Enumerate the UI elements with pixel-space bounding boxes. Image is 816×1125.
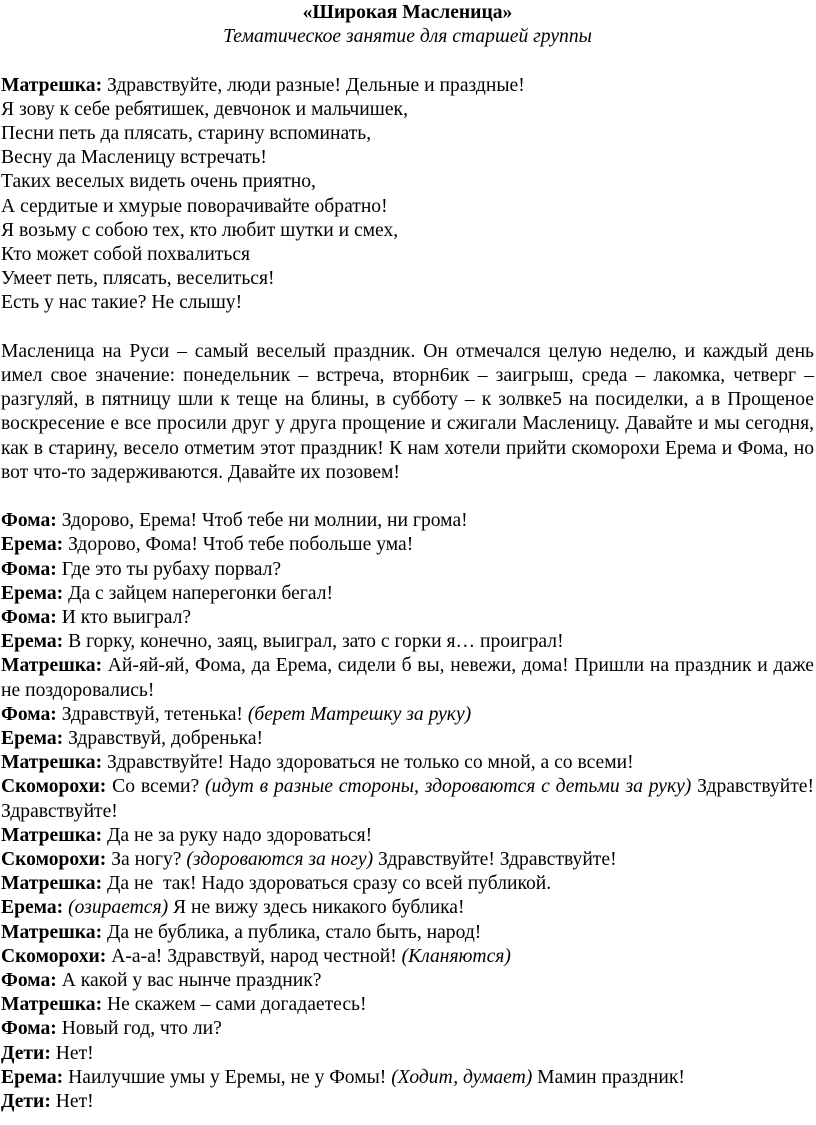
dialogue-text: Ай-яй-яй, Фома, да Ерема, сидели б вы, невежи, дома! Пришли на праздник и даже не поздоровались!: [1, 655, 814, 701]
dialogue-text: И кто выиграл?: [56, 607, 192, 629]
stage-direction: (здороваются за ногу): [186, 849, 374, 871]
dialogue-text: Да не за руку надо здороваться!: [102, 824, 373, 846]
dialogue-text: Новый год, что ли?: [56, 1018, 222, 1040]
dialogue-line: [1, 945, 814, 969]
speaker-label: Фома:: [1, 558, 57, 580]
poem-line: Весну да Масленицу встречать!: [1, 147, 267, 169]
stage-direction: (озирается): [68, 897, 169, 919]
speaker-label: Матрешка:: [1, 74, 103, 96]
dialogue-line: [1, 533, 814, 557]
poem-line: А сердитые и хмурые поворачивайте обратно!: [1, 195, 388, 217]
speaker-label: Матрешка:: [1, 752, 103, 774]
dialogue-line: [1, 848, 814, 872]
poem-line: Песни петь да плясать, старину вспоминать,: [1, 123, 372, 144]
dialogue-text: Мамин праздник!: [532, 1066, 685, 1088]
speaker-label: Матрешка:: [1, 921, 103, 943]
dialogue-text: Здравствуйте! Здравствуйте!: [1, 776, 815, 822]
poem-line: Я возьму с собою тех, кто любит шутки и смех,: [1, 219, 399, 241]
poem-line: [1, 74, 814, 98]
speaker-label: Дети:: [1, 1091, 51, 1113]
dialogue-line: [1, 921, 814, 945]
dialogue-line: [1, 872, 814, 896]
dialogue-text: Здорово, Ерема! Чтоб тебе ни молнии, ни грома!: [56, 510, 468, 532]
dialogue-line: [1, 1090, 814, 1114]
speaker-label: Ерема:: [1, 728, 64, 750]
dialogue-line: [1, 775, 814, 823]
dialogue-text: Здравствуйте! Надо здороваться не только со мной, а со всеми!: [102, 752, 634, 774]
speaker-label: Ерема:: [1, 534, 64, 556]
dialogue-text: Нет!: [50, 1042, 94, 1064]
poem-text: Здравствуйте, люди разные! Дельные и праздные!: [102, 74, 525, 96]
speaker-label: Фома:: [1, 970, 57, 992]
speaker-label: Матрешка:: [1, 994, 103, 1016]
dialogue-line: [1, 606, 814, 630]
dialogue-line: [1, 558, 814, 582]
document-subtitle: Тематическое занятие для старшей группы: [223, 26, 592, 48]
dialogue-text: Не скажем – сами догадаетесь!: [102, 994, 367, 1016]
speaker-label: Ерема:: [1, 582, 64, 604]
dialogue-line: [1, 1017, 814, 1041]
dialogue-text: Здорово, Фома! Чтоб тебе побольше ума!: [63, 534, 414, 556]
poem-line: Есть у нас такие? Не слышу!: [1, 292, 243, 314]
dialogue-line: [1, 751, 814, 775]
poem-line: Умеет петь, плясать, веселиться!: [1, 268, 275, 290]
dialogue-line: [1, 509, 814, 533]
dialogue-text: Да не бублика, а публика, стало быть, народ!: [102, 921, 482, 943]
speaker-label: Скоморохи:: [1, 945, 107, 967]
dialogue-line: [1, 582, 814, 606]
dialogue-line: [1, 993, 814, 1017]
document-title: «Широкая Масленица»: [302, 2, 513, 23]
speaker-label: Матрешка:: [1, 824, 103, 846]
dialogue-text: В горку, конечно, заяц, выиграл, зато с горки я… проиграл!: [63, 631, 564, 653]
speaker-label: Матрешка:: [1, 655, 103, 677]
dialogue-text: Да не так! Надо здороваться сразу со всей публикой.: [102, 873, 552, 895]
speaker-label: Скоморохи:: [1, 849, 107, 871]
speaker-label: Ерема:: [1, 1066, 64, 1088]
stage-direction: (берет Матрешку за руку): [247, 703, 472, 725]
speaker-label: Ерема:: [1, 631, 64, 653]
dialogue-line: [1, 630, 814, 654]
dialogue-text: А-а-а! Здравствуй, народ честной!: [106, 945, 402, 967]
dialogue-text: А какой у вас нынче праздник?: [56, 970, 322, 992]
intro-poem: [1, 74, 814, 316]
speaker-label: Фома:: [1, 607, 57, 629]
dialogue-line: [1, 703, 814, 727]
dialogue-line: [1, 1042, 814, 1066]
speaker-label: Фома:: [1, 510, 57, 532]
dialogue-text: Нет!: [50, 1091, 94, 1113]
stage-direction: (идут в разные стороны, здороваются с детьми за руку): [205, 776, 692, 798]
dialogue: [1, 509, 814, 1114]
dialogue-line: [1, 824, 814, 848]
speaker-label: Фома:: [1, 703, 57, 725]
dialogue-text: За ногу?: [106, 849, 187, 871]
dialogue-text: Здравствуй, добренька!: [63, 728, 264, 750]
speaker-label: Скоморохи:: [1, 776, 107, 798]
document-page: [0, 1, 816, 1125]
speaker-label: Фома:: [1, 1018, 57, 1040]
speaker-label: Ерема:: [1, 897, 64, 919]
poem-line: Таких веселых видеть очень приятно,: [1, 171, 316, 193]
dialogue-line: [1, 727, 814, 751]
stage-direction: (Ходит, думает): [391, 1066, 533, 1088]
dialogue-text: Наилучшие умы у Еремы, не у Фомы!: [63, 1066, 392, 1088]
dialogue-line: [1, 654, 814, 702]
dialogue-text: Здравствуйте! Здравствуйте!: [373, 849, 617, 871]
dialogue-text: Со всеми?: [106, 776, 206, 798]
dialogue-line: [1, 896, 814, 920]
poem-line: Я зову к себе ребятишек, девчонок и мальчишек,: [1, 98, 408, 120]
poem-line: Кто может собой похвалиться: [1, 244, 251, 266]
dialogue-line: [1, 1066, 814, 1090]
dialogue-text: Здравствуй, тетенька!: [56, 703, 248, 725]
stage-direction: (Кланяются): [401, 945, 511, 967]
dialogue-text: Я не вижу здесь никакого бублика!: [168, 897, 465, 919]
dialogue-text: Где это ты рубаху порвал?: [56, 558, 282, 580]
speaker-label: Дети:: [1, 1042, 51, 1064]
dialogue-line: [1, 969, 814, 993]
dialogue-text: Да с зайцем наперегонки бегал!: [63, 582, 334, 604]
speaker-label: Матрешка:: [1, 873, 103, 895]
narration-paragraph: Масленица на Руси – самый веселый праздник. Он отмечался целую неделю, и каждый день имел свое значение: понедельник – встреча, вторн6ик – заигрыш, среда – лакомка, четверг – разгуляй, в пятницу шли к теще на блины, в субботу – к золвке5 на посиделки, а в Прощеное воскресение е все просили друг у друга прощение и сжигали Масленицу. Давайте и мы сегодня, как в старину, весело отметим этот праздник! К нам хотели прийти скоморохи Ерема и Фома, но вот что-то задерживаются. Давайте их позовем!: [1, 340, 814, 483]
